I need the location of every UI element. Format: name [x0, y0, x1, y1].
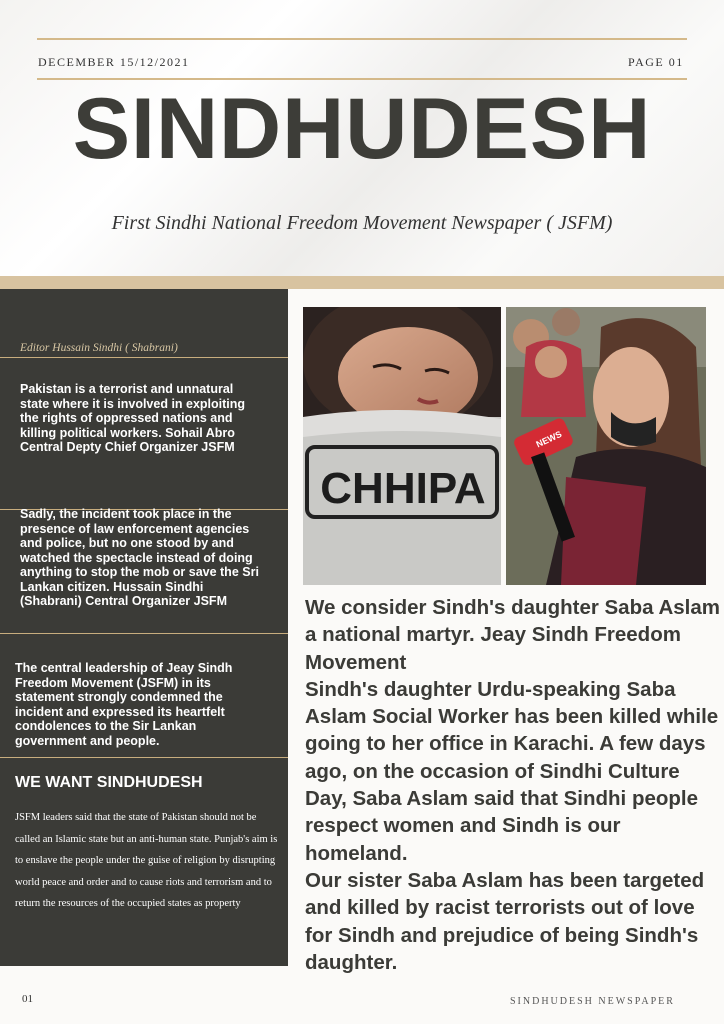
newspaper-tagline: First Sindhi National Freedom Movement Newspaper ( JSFM) — [111, 212, 613, 234]
top-rule — [37, 38, 687, 40]
footer-page-number: 01 — [22, 993, 33, 1005]
article-paragraph: Sindh's daughter Urdu-speaking Saba Aslam Social Worker has been killed while going to her office in Karachi. A few days ago, on the occasion of Sindhi Culture Day, Saba Aslam said that Sindhi people respect women and Sindh is our homeland. — [305, 677, 719, 865]
issue-date: DECEMBER 15/12/2021 — [38, 55, 190, 69]
masthead-band — [0, 276, 724, 289]
sidebar-statement-2: Sadly, the incident took place in the presence of law enforcement agencies and police, but no one stood by and watched the spectacle instead of doing anything to stop the mob or save the Sri Lankan citizen. Hussain Sindhi (Shabrani) Central Organizer JSFM — [20, 507, 259, 608]
sidebar-statement-3: The central leadership of Jeay Sindh Freedom Movement (JSFM) in its statement strongly condemned the incident and expressed its heartfelt condolences to the Sir Lankan government and people. — [15, 661, 233, 748]
sidebar-statement-1: Pakistan is a terrorist and unnatural state where it is involved in exploiting the rights of oppressed nations and killing political workers. Sohail Abro Central Depty Chief Organizer JSFM — [20, 382, 246, 454]
newspaper-title: SINDHUDESH — [72, 81, 652, 177]
photo-caption-chhipa: CHHIPA — [320, 464, 486, 513]
editor-credit: Editor Hussain Sindhi ( Shabrani) — [20, 342, 178, 354]
sidebar-body: JSFM leaders said that the state of Pakistan should not be called an Islamic state but an anti-human state. Punjab's aim is to enslave the people under the guise of religion by disrupting world peace and order and to cause riots and terrorism and to return the resources of the occupied states as property — [15, 812, 278, 909]
interview-photo — [506, 307, 706, 585]
footer-brand: SINDHUDESH NEWSPAPER — [510, 996, 675, 1007]
microphone-label: NEWS — [534, 429, 564, 450]
sidebar-rule — [0, 757, 288, 758]
sidebar-heading: WE WANT SINDHUDESH — [15, 774, 203, 791]
page-label: PAGE 01 — [628, 55, 684, 69]
article-paragraph: Our sister Saba Aslam has been targeted and killed by racist terrorists out of love for Sindh and prejudice of being Sindh's daughter. — [305, 868, 705, 974]
sidebar-rule — [0, 357, 288, 358]
main-article — [305, 594, 723, 976]
victim-photo — [303, 307, 501, 585]
title-rule — [37, 78, 687, 80]
article-paragraph: We consider Sindh's daughter Saba Aslam a national martyr. Jeay Sindh Freedom Movement — [305, 596, 720, 674]
sidebar-rule — [0, 633, 288, 634]
